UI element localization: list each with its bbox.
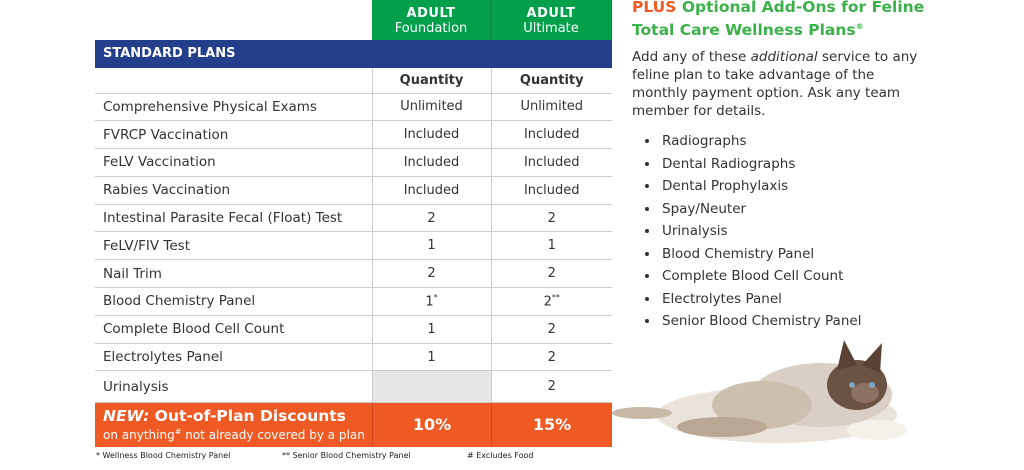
- ultimate-value: [491, 204, 612, 232]
- ultimate-value-text: 1: [547, 238, 556, 254]
- ultimate-value-text: 2: [543, 294, 552, 310]
- ultimate-value-text: Included: [523, 127, 580, 143]
- ultimate-value-text: Unlimited: [520, 99, 584, 115]
- foundation-value-text: Unlimited: [400, 99, 463, 115]
- ultimate-value: [491, 260, 612, 288]
- service-name: [95, 315, 372, 343]
- service-name: [95, 260, 372, 288]
- discount-row: [95, 403, 612, 447]
- table-row: [95, 315, 612, 343]
- ultimate-value-text: 2: [547, 210, 556, 226]
- addons-panel: [632, 0, 932, 333]
- desc-emphasis: additional: [750, 49, 818, 66]
- service-name: [95, 371, 372, 403]
- footnote: # Excludes Food: [467, 451, 534, 460]
- foundation-value: [372, 176, 491, 204]
- service-name-text: Intestinal Parasite Fecal (Float) Test: [103, 210, 343, 227]
- new-tag: NEW:: [103, 407, 150, 425]
- service-name: [95, 176, 372, 204]
- ultimate-value-text: 2: [547, 349, 556, 365]
- col-tier: ADULT: [526, 6, 576, 21]
- quantity-label: Quantity: [372, 68, 491, 93]
- service-name-text: Urinalysis: [103, 378, 169, 395]
- foundation-value: [372, 343, 491, 371]
- addons-title-text: Optional Add-Ons for Feline Total Care Wellness Plans: [632, 0, 925, 40]
- addon-item: • Radiographs: [660, 130, 932, 153]
- ultimate-value-text: 2: [547, 266, 556, 282]
- addon-item: • Senior Blood Chemistry Panel: [660, 310, 932, 333]
- service-name: [95, 288, 372, 316]
- addons-title: [632, 0, 932, 40]
- addon-item: • Urinalysis: [660, 220, 932, 243]
- ultimate-value-text: Included: [523, 182, 580, 198]
- table-row: [95, 232, 612, 260]
- empty-cell: [95, 68, 372, 93]
- cat-image: [612, 335, 912, 450]
- service-name: [95, 149, 372, 177]
- table-row: [95, 176, 612, 204]
- foundation-value: [372, 204, 491, 232]
- ultimate-value: [491, 371, 612, 403]
- foundation-value-text: Included: [403, 154, 460, 170]
- registered-mark: ®: [855, 22, 864, 31]
- service-name-text: Electrolytes Panel: [103, 349, 223, 366]
- plans-table: [95, 68, 612, 403]
- ultimate-value: [491, 343, 612, 371]
- foundation-value: [372, 260, 491, 288]
- foundation-value-text: 1: [427, 321, 436, 337]
- addons-list: [660, 130, 932, 333]
- foundation-value-text: Included: [403, 127, 460, 143]
- foundation-value: [372, 93, 491, 121]
- service-name: [95, 121, 372, 149]
- service-name-text: Comprehensive Physical Exams: [103, 98, 317, 115]
- desc-text: service to any feline plan to take advantage of the monthly payment option. Ask any team member for details.: [632, 49, 918, 120]
- footnote-mark: *: [433, 293, 438, 303]
- ultimate-value: [491, 93, 612, 121]
- addon-item: • Spay/Neuter: [660, 198, 932, 221]
- footnote-mark: #: [174, 427, 182, 436]
- service-name-text: FVRCP Vaccination: [103, 126, 229, 143]
- table-row: [95, 371, 612, 403]
- desc-text: Add any of these: [632, 49, 751, 66]
- quantity-label: Quantity: [491, 68, 612, 93]
- service-name: [95, 232, 372, 260]
- discount-ultimate: 15%: [491, 403, 612, 447]
- ultimate-value: [491, 232, 612, 260]
- service-name-text: Rabies Vaccination: [103, 182, 231, 199]
- addons-description: [632, 48, 932, 120]
- ultimate-value: [491, 315, 612, 343]
- column-header-ultimate: [491, 0, 612, 40]
- service-name-text: Nail Trim: [103, 265, 162, 282]
- ultimate-value-text: 2: [547, 321, 556, 337]
- ultimate-value: [491, 121, 612, 149]
- table-row: [95, 149, 612, 177]
- service-name-text: FeLV/FIV Test: [103, 237, 191, 254]
- footnote: * Wellness Blood Chemistry Panel: [96, 451, 231, 460]
- foundation-value-text: 1: [425, 294, 434, 310]
- service-name-text: Blood Chemistry Panel: [103, 293, 256, 310]
- foundation-value: [372, 232, 491, 260]
- table-row: [95, 93, 612, 121]
- service-name: [95, 93, 372, 121]
- foundation-value: [372, 149, 491, 177]
- table-row: [95, 343, 612, 371]
- discount-label: [95, 403, 372, 447]
- table-row: [95, 260, 612, 288]
- col-plan: Foundation: [394, 21, 468, 36]
- discount-sub: not already covered by a plan: [181, 428, 365, 442]
- col-plan: Ultimate: [523, 21, 579, 36]
- foundation-value: [372, 288, 491, 316]
- table-row: [95, 204, 612, 232]
- service-name: [95, 343, 372, 371]
- foundation-value-text: 2: [427, 266, 436, 282]
- ultimate-value-text: Included: [523, 154, 580, 170]
- foundation-value-text: 1: [427, 238, 436, 254]
- table-row: [95, 288, 612, 316]
- plus-label: PLUS: [632, 0, 677, 16]
- footnote-mark: **: [551, 293, 560, 303]
- foundation-value-text: 1: [427, 349, 436, 365]
- table-row: [95, 121, 612, 149]
- discount-title: Out-of-Plan Discounts: [149, 407, 346, 425]
- ultimate-value-text: 2: [547, 379, 556, 395]
- addon-item: • Complete Blood Cell Count: [660, 265, 932, 288]
- footnote: ** Senior Blood Chemistry Panel: [282, 451, 411, 460]
- ultimate-value: [491, 176, 612, 204]
- section-title: STANDARD PLANS: [95, 40, 612, 68]
- ultimate-value: [491, 149, 612, 177]
- ultimate-value: [491, 288, 612, 316]
- discount-sub: on anything: [103, 428, 175, 442]
- addon-item: • Electrolytes Panel: [660, 288, 932, 311]
- foundation-value-text: Included: [403, 182, 460, 198]
- discount-foundation: 10%: [372, 403, 491, 447]
- column-header-foundation: [372, 0, 491, 40]
- foundation-value: [372, 371, 491, 403]
- quantity-header-row: [95, 68, 612, 93]
- addon-item: • Dental Prophylaxis: [660, 175, 932, 198]
- col-tier: ADULT: [406, 6, 456, 21]
- service-name-text: FeLV Vaccination: [103, 154, 216, 171]
- addon-item: • Dental Radiographs: [660, 153, 932, 176]
- service-name: [95, 204, 372, 232]
- foundation-value: [372, 121, 491, 149]
- service-name-text: Complete Blood Cell Count: [103, 321, 285, 338]
- foundation-value-text: 2: [427, 210, 436, 226]
- foundation-value: [372, 315, 491, 343]
- addon-item: • Blood Chemistry Panel: [660, 243, 932, 266]
